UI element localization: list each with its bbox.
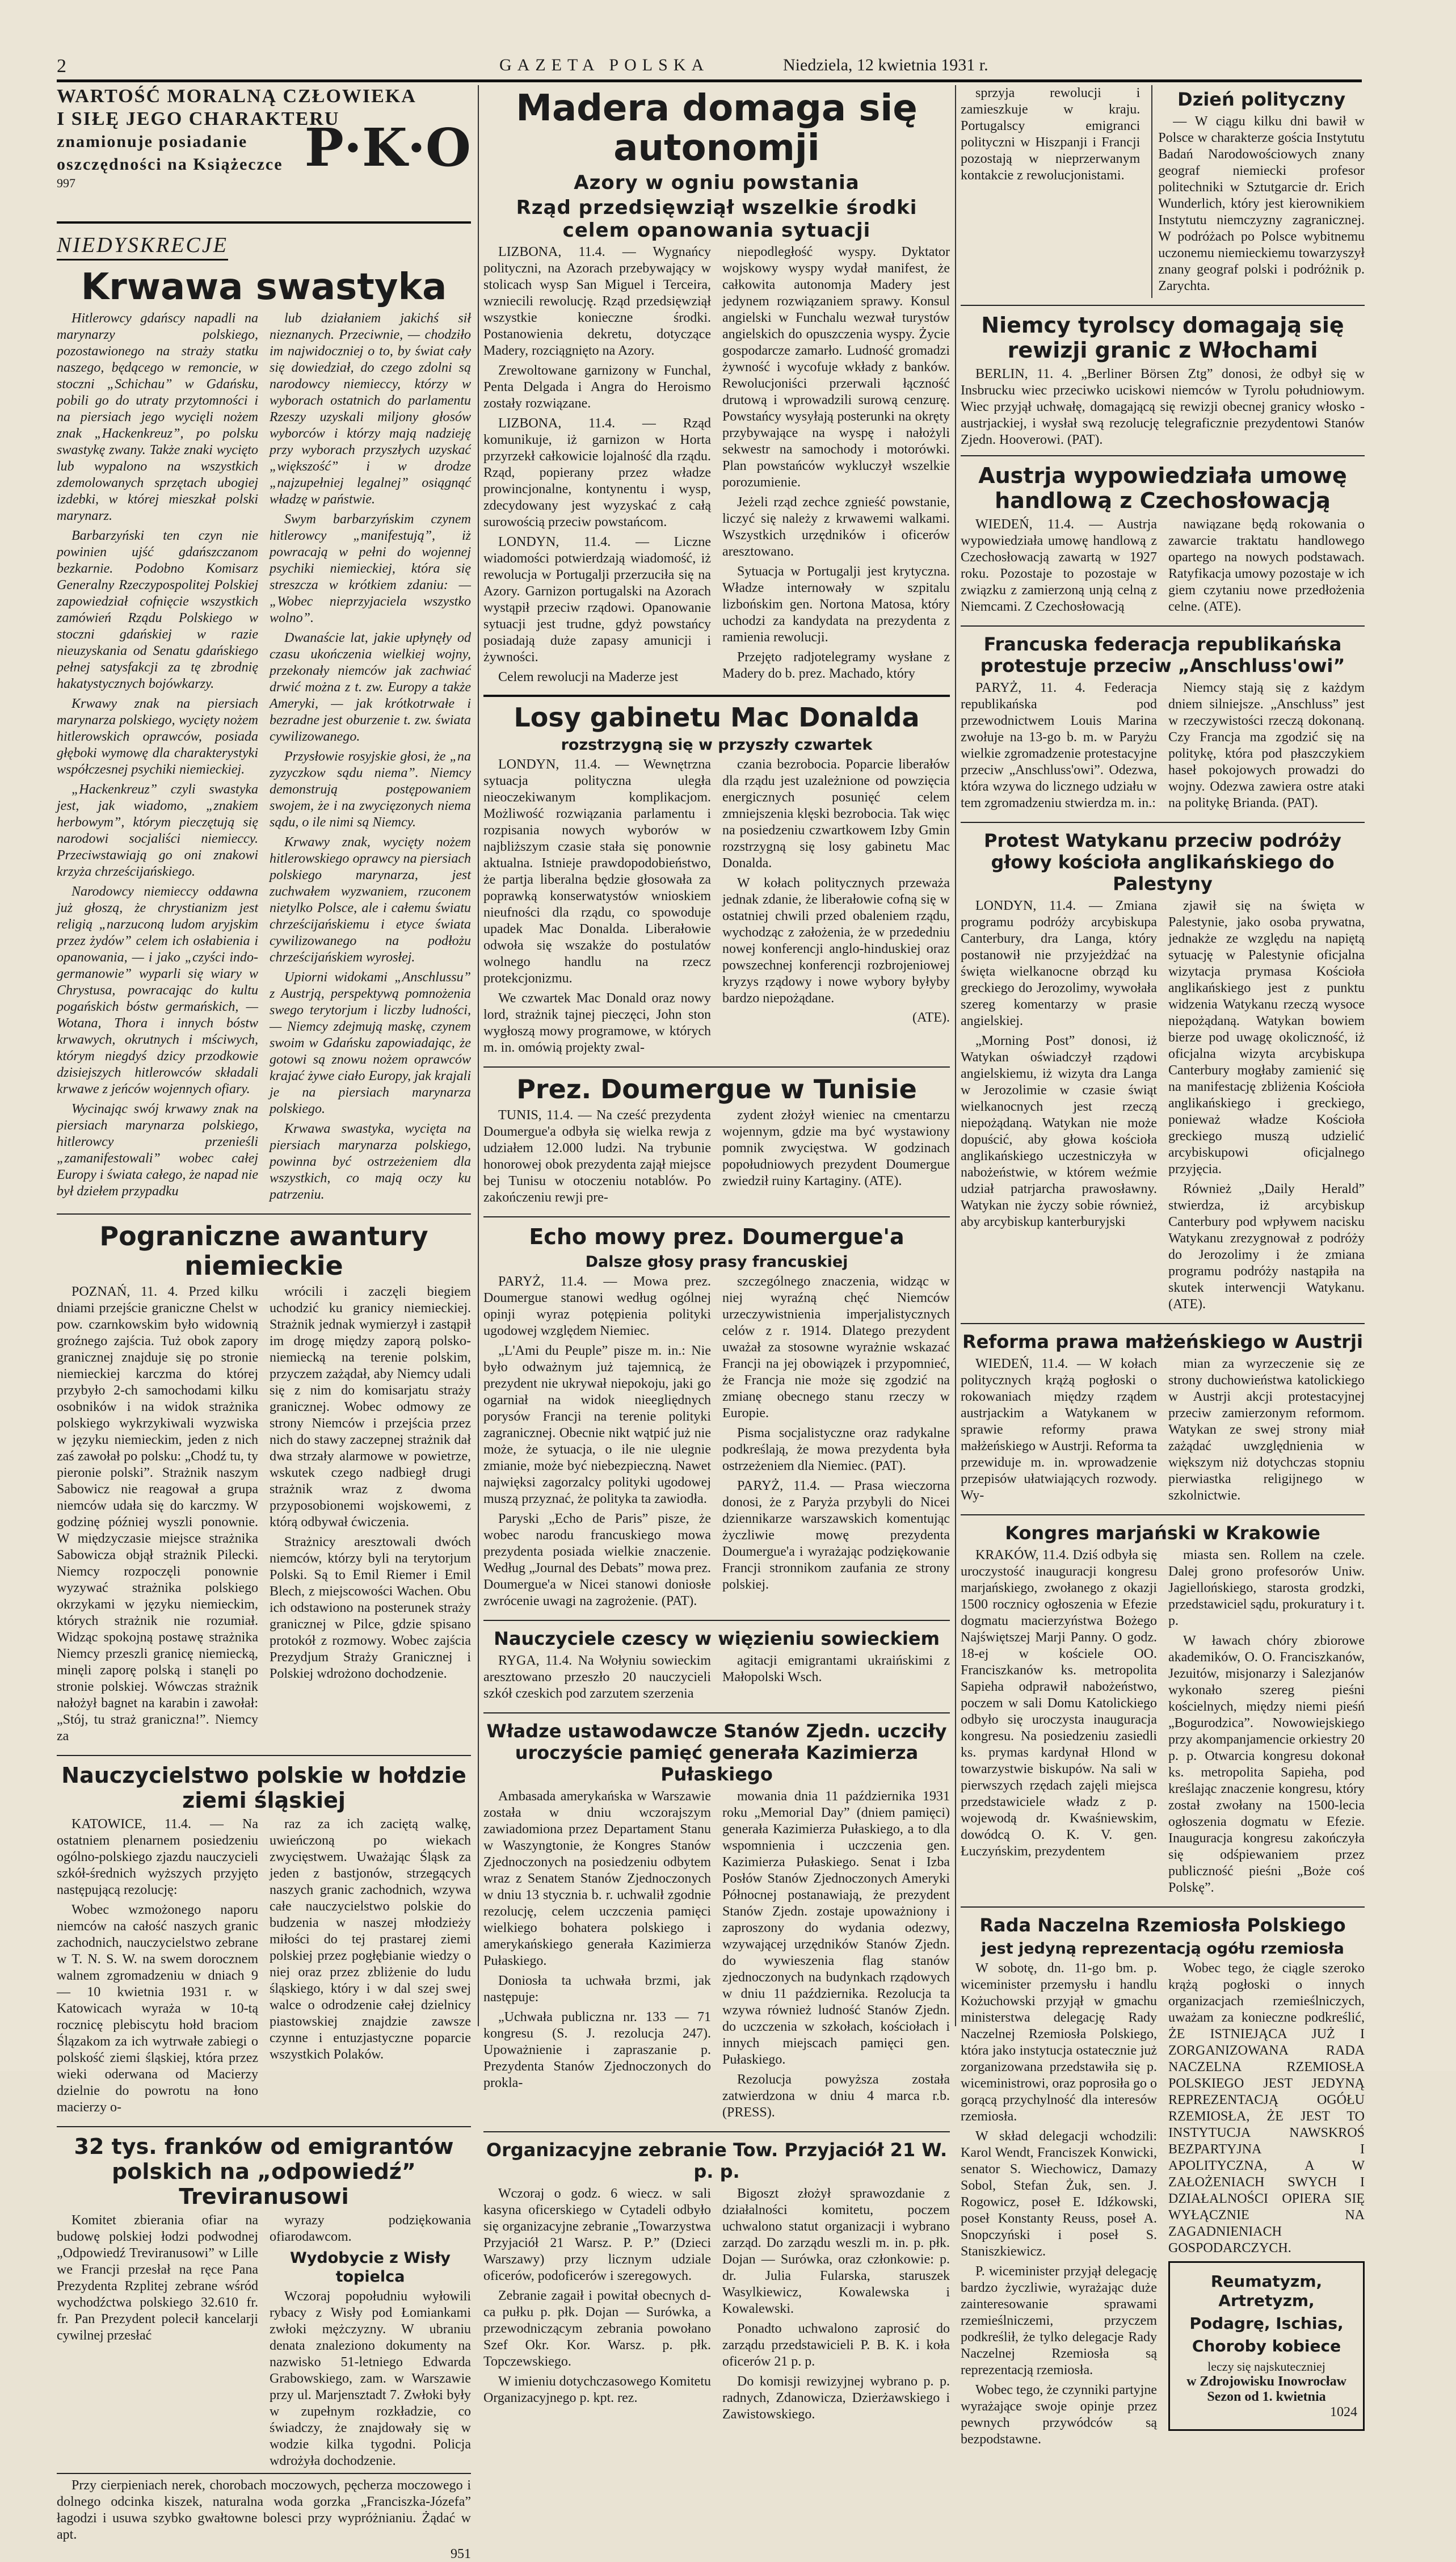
ad-line: Choroby kobiece (1192, 2337, 1341, 2355)
divider (961, 455, 1365, 456)
paragraph: miasta sen. Rollem na czele. Dalej grono profesorów Uniw. Jagiellońskiego, starosta grodzki, przedstawiciel sądu, prokuratury i t. p. (1168, 1548, 1365, 1628)
paragraph: Rezolucja powyższa została zatwierdzona w dniu 4 marca r.b. (PRESS). (722, 2072, 950, 2120)
paragraph: LIZBONA, 11.4. — Wygnańcy polityczni, na Azorach przebywający w stolicach wysp San Miguel i Terceira, wzniecili rewolucję. Rząd przedsięwziął wszystkie konieczne środki. Postanowienia dekretu, dotyczące Madery, rozciągnięto na Azory. (483, 245, 711, 358)
pko-ad-line: WARTOŚĆ MORALNĄ CZŁOWIEKA (57, 86, 416, 107)
paragraph: Krwawa swastyka, wycięta na piersiach marynarza polskiego, powinna być ostrzeżeniem dla wszystkich, co mają oczy ku patrzeniu. (270, 1122, 471, 1202)
paragraph: KRAKÓW, 11.4. Dziś odbyła się uroczystość inauguracji kongresu marjańskiego, zwołanego z okazji 1500 rocznicy ogłoszenia w Efezie dogmatu macierzyństwa Bożego Najświętszej Marji Panny. O godz. 18-ej w kościele OO. Franciszkanów ks. metropolita Sapieha odprawił nabożeństwo, poczem w sali Domu Katolickiego odbyło się uroczysta inauguracja kongresu. Na posiedzeniu zasiedli ks. prymas kardynał Hlond w towarzystwie biskupów. Na sali w pierwszych rzędach zajęli miejsca przedstawiciele władz z p. wojewodą dr. Kwaśniewskim, dowódcą O. K. V. gen. Łuczyńskim, prezydentem (961, 1548, 1157, 1859)
pko-ad-line: I SIŁĘ JEGO CHARAKTERU (57, 108, 340, 129)
article-wladze-ustawodawcze (483, 1720, 950, 2124)
divider (57, 1755, 471, 1756)
paragraph: „L'Ami du Peuple” pisze m. in.: Nie było odważnym już tajemnicą, że prezydent nie ukrywał niepokoju, jaki go ogarniał na widok nieegliędnych porysów Francji na terenie polityki zagranicznej. Obecnie nikt wątpić już nie może, że sytuacja, o ile nie ulegnie zmianie, może być niebezpieczną. Nawet najwięksi zagorzalcy polityki ugodowej muszą przyznać, że polityka ta zawiodła. (483, 1343, 711, 1506)
divider (57, 221, 471, 224)
paragraph: Wycinając swój krwawy znak na piersiach marynarza polskiego, hitlerowcy przenieśli „zamanifestowali” wobec całej Europy i świata całego, że napad nie był dziełem przypadku (57, 1102, 258, 1199)
column-divider (478, 85, 479, 2026)
paragraph: Krwawy znak, wycięty nożem hitlerowskiego oprawcy na piersiach polskiego marynarza, jest zuchwałem wyzwaniem, rzuconem nietylko Polsce, ale i całemu światu chrześcijańskiemu i etyce świata cywilizowanego na podłożu chrześcijańskiem wyrosłej. (270, 835, 471, 965)
paragraph: Zrewoltowane garnizony w Funchal, Penta Delgada i Angra do Heroismo zostały rozwiązane. (483, 363, 711, 411)
section-label: NIEDYSKRECJE (57, 233, 228, 261)
paragraph: zydent złożył wieniec na cmentarzu wojennym, gdzie ma być wystawiony pomnik zwycięstwa. W godzinach popołudniowych prezydent Doumergue zwiedził ruiny Kartaginy. (ATE). (722, 1108, 950, 1188)
headline: Losy gabinetu Mac Donalda (514, 702, 920, 733)
headline: Organizacyjne zebranie Tow. Przyjaciół 21 W. p. p. (486, 2139, 948, 2182)
paragraph: agitacji emigrantami ukraińskimi z Małopolski Wsch. (722, 1653, 950, 1685)
paragraph: Doniosła ta uchwała brzmi, jak następuje: (483, 1973, 711, 2005)
paragraph: PARYŻ, 11.4. — Prasa wieczorna donosi, że z Paryża przybyli do Nicei dziennikarze warszawskich komentując życzliwie mowę prezydenta Doumergue'a i wyrażając podziękowanie Francji stronnikom zaufania ze strony polskiej. (722, 1479, 950, 1592)
article-organizacyjne (483, 2139, 950, 2426)
paragraph: WIEDEŃ, 11.4. — Austrja wypowiedziała umowę handlową z Czechosłowacją zawartą w 1927 roku. Pozostaje to pozostaje w związku z zamierzoną unją celną z Niemcami. Z Czechosłowacją (961, 517, 1157, 614)
subheadline: rozstrzygną się w przyszły czwartek (561, 736, 873, 754)
advertisement-franciszek-jozef (57, 2473, 471, 2562)
paragraph: Hitlerowcy gdańscy napadli na marynarzy polskiego, pozostawionego na straży statku naszego, będącego w remoncie, w stoczni „Schichau” w Gdańsku, pobili go do utraty przytomności i na piersiach jego wycięli nożem znak „Hackenkreuz”, po polsku swastykę zwany. Także znaki wycięto lub wypalono na wszystkich zdemolowanych sprzętach ubogiej izdebki, w której mieszkał polski marynarz. (57, 311, 258, 523)
article-nauczyciele-czescy (483, 1628, 950, 1706)
headline: Kongres marjański w Krakowie (1005, 1522, 1320, 1544)
paragraph: Celem rewolucji na Maderze jest (498, 670, 679, 684)
paragraph: Zebranie zagaił i powitał obecnych d-ca pułku p. płk. Dojan — Surówka, a przewodniczącym zebrania powołano Szef Okr. Kor. Warsz. p. płk. Topczewskiego. (483, 2288, 711, 2369)
headline: Echo mowy prez. Doumergue'a (529, 1224, 904, 1249)
paragraph: Jeżeli rząd zechce zgnieść powstanie, liczyć się należy z krwawemi walkami. Wszystkich urzędników i oficerów aresztowano. (722, 495, 950, 559)
ad-line: Podagrę, Ischias, (1189, 2314, 1344, 2333)
ad-line: leczy się najskuteczniej (1207, 2359, 1325, 2374)
paragraph: „Morning Post” donosi, iż Watykan oświadczył rządowi angielskiemu, iż wizyta dra Langa w Jerozolimie w czasie świąt wielkanocnych jest rzeczą niepożądaną. Watykan nie może dopuścić, aby głowa kościoła anglikańskiego uczestniczyła w nabożeństwie, w którem weźmie udział patrjarcha prawosławny. Watykan nie życzy sobie również, aby arcybiskup kanterburyjski (961, 1034, 1157, 1229)
paragraph: LONDYN, 11.4. — Wewnętrzna sytuacja polityczna uległa nieoczekiwanym komplikacjom. Możliwość rozwiązania parlamentu i rozpisania nowych wyborów w najbliższym czasie stała się ponownie aktualna. Istnieje prawdopodobieństwo, że partja liberalna będzie głosowała za poprawką konserwatystów wnioskiem nieufności dla rządu, co spowoduje upadek Mac Donalda. Liberałowie odwoła się wszakże do postulatów wolnego handlu na rzecz protekcjonizmu. (483, 757, 711, 986)
article-francuska-federacja (961, 633, 1365, 815)
paragraph: Krwawy znak na piersiach marynarza polskiego, wycięty nożem hitlerowskich oprawców, posiada głęboki wymowę dla charakterystyki współczesnej psychiki niemieckiej. (57, 696, 258, 777)
paragraph: LONDYN, 11.4. — Zmiana programu podróży arcybiskupa Canterbury, dra Langa, który postanowił nie przyjeżdżać na święta wielkanocne obrząd ku greckiego do Jerozolimy, wywołała szereg komentarzy w prasie angielskiej. (961, 898, 1157, 1028)
masthead (57, 56, 1362, 78)
paragraph: RYGA, 11.4. Na Wołyniu sowieckim aresztowano przeszło 20 nauczycieli szkół czeskich pod zarzutem szerzenia (483, 1653, 711, 1701)
ad-line: Reumatyzm, Artretyzm, (1210, 2272, 1323, 2310)
ad-code: 951 (451, 2547, 471, 2561)
article-nauczycielstwo (57, 1763, 471, 2119)
paragraph: mowania dnia 11 października 1931 roku „Memorial Day” (dniem pamięci) generała Kazimierza Pułaskiego, a to dla wspomnienia i uczczenia gen. Kazimierza Pułaskiego. Senat i Izba Posłów Stanów Zjednoczonych Ameryki Północnej postanawiają, że prezydent Stanów Zjedn. zostaje upoważniony i zaproszony do wydania odezwy, wzywającej urzędników Stanów Zjedn. do wywieszenia flag stanów zjednoczonych na budynkach rządowych w dniu 11 października. Rezolucja ta wzywa również ludność Stanów Zjedn. do uczczenia w szkołach, kościołach i innych miejscach pamięci gen. Pułaskiego. (722, 1789, 950, 2067)
paragraph: BERLIN, 11. 4. „Berliner Börsen Ztg” donosi, że odbył się w Insbrucku wiec przeciwko uciskowi niemców w Tyrolu południowym. Wiec przyjął uchwałę, domagającą się rewizji obecnej granicy włosko - austrjackiej, i wysłał swą rezolucję telegraficznie prezydentowi Stanów Zjedn. Hooverowi. (PAT). (961, 367, 1365, 447)
pko-advertisement (57, 85, 471, 216)
paragraph: We czwartek Mac Donald oraz nowy lord, strażnik tajnej pieczęci, John ston wygłoszą mowy programowe, w których m. in. omówią projekty zwal- (483, 991, 711, 1055)
paragraph: Bigoszt złożył sprawozdanie z działalności komitetu, poczem uchwalono statut organizacji i wybrano zarząd. Do zarządu weszli m. in. p. płk. Dojan — Surówka, oraz członkowie: p. dr. Julia Fularska, staruszek Wasylkiewicz, Kowalewska i Kowalewski. (722, 2186, 950, 2316)
headline: Nauczycielstwo polskie w hołdzie ziemi śląskiej (61, 1763, 466, 1813)
headline: Madera domaga się autonomji (516, 87, 918, 169)
issue-date: Niedziela, 12 kwietnia 1931 r. (783, 56, 988, 74)
pko-ad-line: znamionuje posiadanie (57, 132, 248, 151)
advertisement-inowroclaw (1168, 2261, 1365, 2431)
divider (57, 2126, 471, 2127)
paragraph: wrócili i zaczęli biegiem uchodzić ku granicy niemieckiej. Strażnik jednak wymierzył i zastąpił im drogę między zaporą polsko-niemiecką na terenie polskim, przyczem zażądał, aby Niemcy udali się z nim do komisarjatu straży granicznej. Wobec odmowy ze strony Niemców i przejścia przez nich do stawy zaczepnej strażnik dał dwa strzały alarmowe w powietrze, wskutek czego nadbiegł drugi strażnik wraz z dwoma przyposobionemi wojskowemi, z którą odbywał ćwiczenia. (270, 1284, 471, 1530)
paragraph: Przysłowie rosyjskie głosi, że „na zyzyczkow sądu niema”. Niemcy demonstrują postępowaniem swojem, że i na zwycięzonych niema sądu, o ile nimi są Niemcy. (270, 749, 471, 830)
masthead-rule (57, 79, 1362, 82)
paragraph: raz za ich zaciętą walkę, uwieńczoną po wiekach zwycięstwem. Uważając Śląsk za jeden z bastjonów, strzegących naszych granic zachodnich, wzywa całe nauczycielstwo polskie do budzenia w naszej młodzieży miłości do tej prastarej ziemi polskiej przez pogłębianie wiedzy o niej oraz przez zbliżenie do ludu śląskiego, który i w dal szej swej walce o odrodzenie całej dzielnicy piastowskiej znajdzie zawsze czynne i entuzjastyczne poparcie wszystkich Polaków. (270, 1817, 471, 2062)
ad-line: Sezon od 1. kwietnia (1207, 2389, 1326, 2404)
article-madera (483, 89, 950, 689)
paragraph: Dwanaście lat, jakie upłynęły od czasu ukończenia wielkiej wojny, przekonały niemców jak zachwiać drwić można z t. zw. Europy a także Ameryki, — jak krótkotrwałe i bezradne jest oburzenie t. zw. świata cywilizowanego. (270, 631, 471, 744)
headline: Wydobycie z Wisły topielca (290, 2249, 451, 2286)
article-rada-naczelna (961, 1914, 1365, 2451)
paragraph: Niemcy stają się z każdym dniem silniejsze. „Anschluss” jest w rzeczywistości rzeczą dokonaną. Czy Francja ma zgodzić się na politykę, która pod płaszczykiem haseł pokojowych prowadzi do wojny. Odezwa zawiera ostre ataki na politykę Brianda. (PAT). (1168, 681, 1365, 810)
paragraph: „Uchwała publiczna nr. 133 — 71 kongresu (S. J. rezolucja 247). Upoważnienie i zapraszanie p. Prezydenta Stanów Zjednoczonych do prokla- (483, 2010, 711, 2090)
paragraph: Ponadto uchwalono zaprosić do zarządu przedstawicieli P. B. K. i koła oficerów 21 p. p. (722, 2321, 950, 2369)
ad-line: w Zdrojowisku Inowrocław (1186, 2374, 1346, 2389)
article-losy-gabinetu (483, 703, 950, 1060)
paragraph: W ławach chóry zbiorowe akademików, O. O. Franciszkanów, Jezuitów, misjonarzy i Salezjanów wykonało szereg pieśni kościelnych, między niemi pieśń „Bogurodzica”. Nowowiejskiego przy akompanjamencie orkiestry 20 p. p. Otwarcia kongresu dokonał ks. metropolita Sapieha, pod kreślając znaczenie kongresu, który został zwołany na 1500-lecia ogłoszenia dogmatu w Efezie. Inauguracja kongresu zakończyła się odśpiewaniem przez publiczność pieśni „Boże coś Polskę”. (1168, 1633, 1365, 1895)
divider (483, 2131, 950, 2132)
paragraph: Wczoraj o godz. 6 wiecz. w sali kasyna oficerskiego w Cytadeli odbyło się organizacyjne zebranie „Towarzystwa Przyjaciół 21 Warsz. P. P.” (Dzieci Warszawy) przy licznym udziale oficerów, podoficerów i szeregowych. (483, 2186, 711, 2283)
article-pograniczne (57, 1221, 471, 1748)
paragraph: TUNIS, 11.4. — Na cześć prezydenta Doumergue'a odbyła się wielka rewja z udziałem 12.000 ludzi. Na trybunie honorowej obok prezydenta zajął miejsce bej Tunisu w otoczeniu notablów. Po zakończeniu rewji pre- (483, 1108, 711, 1205)
paragraph: Paryski „Echo de Paris” pisze, że wobec narodu francuskiego mowa prezydenta posiada wielkie znaczenie. Według „Journal des Debats” mowa prez. Doumergue'a w Nicei stanowi doniosłe zwrócenie uwagi na zagrożenie. (PAT). (483, 1511, 711, 1608)
divider (483, 1216, 950, 1217)
divider (961, 1323, 1365, 1324)
paragraph: Również „Daily Herald” stwierdza, iż arcybiskup Canterbury pod wpływem nacisku Watykanu zrezygnował z podróży do Jerozolimy i że zmiana programu podróży nastąpiła na skutek interwencji Watykanu. (ATE). (1168, 1182, 1365, 1312)
headline: Austrja wypowiedziała umowę handlową z Czechosłowacją (978, 463, 1347, 513)
article-krwawa-swastyka (57, 267, 471, 1207)
headline: Prez. Doumergue w Tunisie (516, 1074, 917, 1104)
article-wydobycie (270, 2249, 471, 2469)
article-austrja (961, 463, 1365, 619)
paragraph: PARYŻ, 11.4. — Mowa prez. Doumergue stanowi według ogólnej opinji wyraz potępienia polityki ugodowej względem Niemiec. (483, 1274, 711, 1338)
paragraph: P. wiceminister przyjął delegację bardzo życzliwie, wyrażając duże zainteresowanie sprawami rzemieślniczemi, przyczem podkreślił, że tylko delegacje Rady Naczelnej Rzemiosła są reprezentacją rzemiosła. (961, 2264, 1157, 2378)
article-32-tys-frankow (57, 2134, 471, 2473)
headline: Reforma prawa małżeńskiego w Austrji (962, 1331, 1363, 1353)
paragraph: Ambasada amerykańska w Warszawie została w dniu wczorajszym zawiadomiona przez Departament Stanu w Waszyngtonie, że Kongres Stanów Zjednoczonych na posiedzeniu odbytem wraz z Senatem Stanów Zjednoczonych w dniu 13 stycznia b. r. uchwalił zgodnie rezolucję, celem uczczenia pamięci wielkiego bohatera polskiego i amerykańskiego generała Kazimierza Pułaskiego. (483, 1789, 711, 1968)
article-kongres-marjanski (961, 1522, 1365, 1900)
headline: 32 tys. franków od emigrantów polskich na „odpowiedź” Treviranusowi (74, 2134, 454, 2209)
paragraph: Narodowcy niemieccy oddawna już głoszą, że chrystianizm jest religią „narzuconą ludom aryjskim przez żydów” celem ich osłabienia i opanowania, — i jako „czyści indo-germanowie” wyparli się wiary w Chrystusa, powracając do kultu pogańskich bóstw germańskich, — Wotana, Thora i innych bóstw krwawych, okrutnych i mściwych, którym niegdyś dzicy przodkowie dzisiejszych hitlerowców składali krwawe z jeńców wojennych ofiary. (57, 884, 258, 1097)
headline: Krwawa swastyka (81, 266, 447, 308)
article-dzien-polityczny (1151, 85, 1365, 298)
paragraph: nawiązane będą rokowania o zawarcie traktatu handlowego opartego na nowych podstawach. Ratyfikacja umowy pozostaje w ich giem czytaniu nowe przedłożenia celne. (ATE). (1168, 517, 1365, 614)
ad-code: 1024 (1330, 2405, 1357, 2420)
left-column (57, 85, 471, 2561)
paragraph: Przejęto radjotelegramy wysłane z Madery do b. prez. Machado, który (722, 650, 950, 681)
paragraph: Do komisji rewizyjnej wybrano p. p. radnych, Zdanowicza, Dzierżawskiego i Zawistowskiego. (722, 2374, 950, 2422)
column-divider (955, 85, 956, 2026)
headline: Protest Watykanu przeciw podróży głowy kościoła anglikańskiego do Palestyny (984, 830, 1341, 894)
paragraph: czania bezrobocia. Poparcie liberałów dla rządu jest uzależnione od powzięcia energicznych posunięć celem zmniejszenia klęski bezrobocia. Tak więc na posiedzeniu czwartkowem Izby Gmin rozstrzygną się losy gabinetu Mac Donalda. (722, 757, 950, 871)
subheadline: Azory w ogniu powstania (574, 171, 860, 194)
headline: Nauczyciele czescy w więzieniu sowieckiem (494, 1628, 940, 1649)
article-reforma (961, 1331, 1365, 1507)
paragraph: sprzyja rewolucji i zamieszkuje w kraju. Portugalscy emigranci polityczni w Hiszpanji i Francji pozostają w nieprzerwanym kontakcie z rewolucjonistami. (961, 86, 1141, 183)
headline: Francuska federacja republikańska protestuje przeciw „Anschluss'owi” (980, 633, 1345, 677)
divider (483, 1712, 950, 1713)
page-number: 2 (57, 56, 66, 77)
paragraph: Wczoraj popołudniu wyłowili rybacy z Wisły pod Łomiankami zwłoki mężczyzny. W ubraniu denata znaleziono dokumenty na nazwisko 51-letniego Edwarda Grabowskiego, zam. w Warszawie przy ul. Marjensztadt 7. Zwłoki były w zupełnym rozkładzie, co świadczy, że znajdowały się w wodzie kilka tygodni. Policja wdrożyła dochodzenie. (270, 2289, 471, 2468)
headline: Rada Naczelna Rzemiosła Polskiego (979, 1914, 1346, 1936)
paragraph: niepodległość wyspy. Dyktator wojskowy wyspy wydał manifest, że całkowita autonomja Madery jest jedynem rozwiązaniem sprawy. Konsul angielski w Funchalu wezwał turystów angielskich do opuszczenia wyspy. Życie gospodarcze zamarło. Ludność gromadzi żywność i wycofuje wkłady z banków. Rewolucjoniści przerwali łączność drutową i wprowadzili surową cenzurę. Powstańcy wysyłają posterunki na okręty przybywające na wyspę i nałożyli sekwestr na samochody i motorówki. Plan powstańców wykluczył wszelkie porozumienie. (722, 245, 950, 490)
paragraph: POZNAŃ, 11. 4. Przed kilku dniami przejście graniczne Chelst w pow. czarnkowskim było widownią groźnego zajścia. Tuż obok zapory granicznej znajduje się po stronie niemieckiej karczma do której przybyło 2-ch samochodami kilku osobników i na widok strażnika polskiego wykrzykiwali wyzwiska w języku niemieckim, jeden z nich zaś zawołał po polsku: „Chodź tu, ty pieronie polski”. Strażnik naszym Sabowicz nie reagował a grupa niemców udała się do karczmy. W godzinę później wyszli ponownie. W międzyczasie miejsce strażnika Sabowicza objął strażnik Pilecki. Niemcy rozpoczęli ponownie wyzywać strażnika polskiego okrzykami w języku niemieckim, których strażnik nie rozumiał. Widząc spokojną postawę strażnika Niemcy przeszli granicę niemiecką, minęli zaporę polską i stanęli po stronie polskiej. Wówczas strażnik nałożył bagnet na karabin i zawołał: „Stój, tu straż graniczna!”. Niemcy za (57, 1284, 258, 1744)
paragraph: Wobec tego, że ciągle szeroko krążą pogłoski o innych organizacjach rzemieślniczych, uważam za konieczne podkreślić, ŻE ISTNIEJĄCA JUŻ I ZORGANIZOWANA RADA NACZELNA RZEMIOSŁA POLSKIEGO JEST JEDYNĄ REPREZENTACJĄ OGÓŁU RZEMIOSŁA, ŻE JEST TO INSTYTUCJA NAWSKROŚ BEZPARTYJNA I APOLITYCZNA, A W ZAŁOŻENIACH SWYCH I DZIAŁALNOŚCI OPIERA SIĘ WYŁĄCZNIE NA ZAGADNIENIACH GOSPODARCZYCH. (1168, 1961, 1365, 2256)
paragraph: LIZBONA, 11.4. — Rząd komunikuje, iż garnizon w Horta przyrzekł całkowicie lojalność dla rządu. Rząd, popierany przez władze prowincjonalne, kontynentu i wysp, zdecydowany jest wyzyskać z całą surowością przeciw powstańcom. (483, 416, 711, 530)
divider (483, 1620, 950, 1621)
center-column (483, 85, 950, 2422)
paragraph: szczególnego znaczenia, widząc w niej wyraźną chęć Niemców urzeczywistnienia imperjalistycznych celów z r. 1914. Dlatego prezydent uważał za stosowne wyrażnie wskazać Francji na jej obowiązek i przypomnieć, że Francja nie może się zgodzić na zmianę obecnego stanu rzeczy w Europie. (722, 1274, 950, 1421)
article-tunis (483, 1074, 950, 1209)
paragraph: wyrazy podziękowania ofiarodawcom. (270, 2213, 471, 2244)
headline: Dzień polityczny (1177, 89, 1346, 110)
subheadline: jest jedyną reprezentacją ogółu rzemiosła (981, 1940, 1344, 1958)
paragraph: Barbarzyński ten czyn nie powinien ujść gdańszczanom bezkarnie. Podobno Komisarz Generalny Rzeczypospolitej Polskiej zapowiedział cofnięcie wszystkich zamówień Rządu Polskiego w stoczni gdańskiej w razie nieuzyskania od Senatu gdańskiego pełnej satysfakcji za tę zbrodnię hakatystycznych bojówkarzy. (57, 528, 258, 691)
paragraph: lub działaniem jakichś sił nieznanych. Przeciwnie, — chodziło im najwidoczniej o to, by świat cały się dowiedział, do czego zdolni są narodowcy niemieccy, którzy w wyborach ostatnich do parlamentu Rzeszy uzyskali miljony głosów wyborców i którzy mają nadzieję przy wyborach przyszłych uzyskać „większość” i w drodze „najzupełniej legalnej” osiągnąć władzę w państwie. (270, 311, 471, 507)
paragraph: WIEDEŃ, 11.4. — W kołach politycznych krążą pogłoski o rokowaniach między rządem austrjackim a Watykanem w sprawie reformy prawa małżeńskiego w Austrji. Reforma ta przewiduje m. in. wprowadzenie przepisów ułatwiających rozwody. Wy- (961, 1356, 1157, 1503)
paragraph: Wobec tego, że czynniki partyjne wyrażające swoje opinje przez pewnych przywódców są bezpodstawne. (961, 2383, 1157, 2447)
paragraph: PARYŻ, 11. 4. Federacja republikańska pod przewodnictwem Louis Marina zwołuje na 13-go b. m. w Paryżu wielkie zgromadzenie protestacyjne przeciw „Anschluss'owi”. Odezwa, która wzywa do licznego udziału w tem zgromadzeniu stwierdza m. in.: (961, 681, 1157, 810)
ad-code: 997 (57, 176, 75, 190)
divider (483, 1066, 950, 1068)
article-echo-mowy (483, 1224, 950, 1613)
headline: Pograniczne awantury niemieckie (99, 1221, 428, 1281)
paragraph: zjawił się na święta w Palestynie, jako osoba prywatna, jednakże ze względu na napiętą sytuację w Palestynie oficjalna wizytacja prymasa Kościoła anglikańskiego jest z punktu widzenia Watykanu rzeczą wysoce niepożądaną. Watykan bowiem bierze pod uwagę okoliczność, iż oficjalna wizyta arcybiskupa Canterbury mogłaby zamienić się na manifestację zbliżenia Kościoła anglikańskiego i greckiego, ponieważ władze Kościoła greckiego muszą udzielić arcybiskupowi oficjalnego przyjęcia. (1168, 898, 1365, 1177)
newspaper-title: GAZETA POLSKA (499, 56, 710, 74)
paragraph: W kołach politycznych przeważa jednak zdanie, że liberałowie cofną się w ostatniej chwili przed obaleniem rządu, wychodząc z założenia, że w przededniu nowej konferencji anglo-hinduskiej oraz powszechnej konferencji rozbrojeniowej kryzys rządowy i nowe wybory byłyby bardzo niepożądane. (722, 876, 950, 1006)
headline: Niemcy tyrolscy domagają się rewizji granic z Włochami (981, 313, 1344, 363)
subheadline: Dalsze głosy prasy francuskiej (585, 1253, 848, 1271)
agency-signature: (ATE). (912, 1010, 950, 1025)
divider (961, 1514, 1365, 1515)
headline: Władze ustawodawcze Stanów Zjedn. uczciły uroczyście pamięć generała Kazimierza Pułaskiego (486, 1720, 947, 1785)
article-protest-watykanu (961, 830, 1365, 1316)
paragraph: — W ciągu kilku dni bawił w Polsce w charakterze gościa Instytutu Badań Narodowościowych znany geograf niemiecki profesor politechniki w Sztutgarcie dr. Erich Wunderlich, który jest kierownikiem Instytutu niemczyzny zagranicznej. W podróżach po Polsce wybitnemu uczonemu niemieckiemu towarzyszył znany geograf polski i podróżnik p. Zarychta. (1158, 114, 1365, 293)
divider (961, 305, 1365, 306)
paragraph: „Hackenkreuz” czyli swastyka jest, jak wiadomo, „znakiem herbowym”, którym pieczętują się narodowi socjaliści niemieccy. Przeciwstawiają go oni znakowi krzyża chrześcijańskiego. (57, 782, 258, 879)
subheadline: Rząd przedsięwziął wszelkie środki celem opanowania sytuacji (516, 196, 918, 242)
paragraph: LONDYN, 11.4. — Liczne wiadomości potwierdzają wiadomość, iż rewolucja w Portugalji przerzuciła się na Azory. Garnizon portugalski na Azorach wystąpił przeciw rządowi. Opanowanie sytuacji jest trudne, gdyż powstańcy posiadają duże zapasy amunicji i żywności. (483, 535, 711, 665)
divider (961, 1906, 1365, 1908)
pko-ad-line: oszczędności na Książeczce (57, 155, 283, 174)
article-niemcy-tyrolscy (961, 313, 1365, 448)
paragraph: KATOWICE, 11.4. — Na ostatniem plenarnem posiedzeniu ogólno-polskiego zjazdu nauczycieli szkół-średnich wyższych przyjęto następującą rezolucję: (57, 1817, 258, 1897)
paragraph: mian za wyrzeczenie się ze strony duchowieństwa katolickiego w Austrji akcji protestacyjnej przeciw zamierzonym reformom. Watykan ze swej strony miał zażądać uwzględnienia w większym niż dotychczas stopniu pierwiastka religijnego w szkolnictwie. (1168, 1356, 1365, 1503)
paragraph: Wobec wzmożonego naporu niemców na całość naszych granic zachodnich, nauczycielstwo zebrane w T. N. S. W. na swem dorocznem walnem zgromadzeniu w dniach 9 — 10 kwietnia 1931 r. w Katowicach wyraża w 10-tą rocznicę plebiscytu hołd braciom Ślązakom za ich wytrwałe zabiegi o polskość ziemi śląskiej, która przez wieki oderwana od Macierzy dzielnie do powrotu na łono macierzy o- (57, 1902, 258, 2115)
ad-text: Przy cierpieniach nerek, chorobach moczowych, pęcherza moczowego i dolnego odcinka kiszek, naturalna woda gorzka „Franciszka-Józefa” łagodzi i usuwa szybko gwałtowne bolesci przy wypróżnianiu. Żądać w apt. (57, 2478, 471, 2542)
divider (483, 695, 950, 697)
right-column (961, 85, 1365, 2447)
paragraph: Sytuacja w Portugalji jest krytyczna. Władze internowały w szpitalu lizbońskim gen. Nortona Matosa, który uchodzi za kandydata na prezydenta z ramienia rewolucji. (722, 564, 950, 645)
paragraph: Pisma socjalistyczne oraz radykalne podkreślają, że mowa prezydenta była ostrzeżeniem dla Niemiec. (PAT). (722, 1426, 950, 1473)
divider (961, 822, 1365, 823)
paragraph: W sobotę, dn. 11-go bm. p. wiceminister przemysłu i handlu Kożuchowski przyjął w gmachu ministerstwa delegację Rady Naczelnej Rzemiosła Polskiego, która jako instytucja ostatecznie już zorganizowana przedstawiła się p. wiceministrowi, oraz poprosiła go o gorącą przychylność dla interesów rzemiosła. (961, 1961, 1157, 2124)
paragraph: W skład delegacji wchodzili: Karol Wendt, Franciszek Konwicki, senator S. Wiechowicz, Damazy Sobol, Stefan Żuk, sen. J. Rogowicz, poseł E. Idźkowski, poseł Konstanty Reuss, poseł A. Snopczyński i poseł S. Staniszkiewicz. (961, 2129, 1157, 2259)
pko-logo: P·K·O (304, 117, 471, 178)
paragraph: Komitet zbierania ofiar na budowę polskiej łodzi podwodnej „Odpowiedź Treviranusowi” w Lille we Francji przesłał na ręce Pana Prezydenta Rzplitej zebrane wśród wychodźctwa polskiego 32.610 fr. fr. Pan Prezydent polecił kancelarji cywilnej przesłać (57, 2213, 258, 2343)
paragraph: Strażnicy aresztowali dwóch niemców, którzy byli na terytorjum Polski. Są to Emil Riemer i Emil Blech, z miejscowości Wachen. Obu ich odstawiono na posterunek straży granicznej w Pilce, gdzie spisano protokół z rozmowy. Wobec zajścia Prezydjum Straży Granicznej i Polskiej wdrożono dochodzenie. (270, 1535, 471, 1681)
paragraph: Swym barbarzyńskim czynem hitlerowcy „manifestują”, iż powracają w pełni do wojennej psychiki niemieckiej, która się streszcza w krótkiem zdaniu: — „Wobec nieprzyjaciela wszystko wolno”. (270, 512, 471, 625)
paragraph: W imieniu dotychczasowego Komitetu Organizacyjnego p. kpt. rez. (483, 2374, 711, 2405)
paragraph: Upiorni widokami „Anschlussu” z Austrją, perspektywą pomnożenia swego terytorjum i liczby ludności, — Niemcy zdejmują maskę, czynem swoim w Gdańsku zapowiadając, że gotowi są znowu nożem oprawców krajać żywe ciało Europy, jak krajali je na piersiach marynarza polskiego. (270, 970, 471, 1116)
divider (57, 1213, 471, 1215)
divider (961, 625, 1365, 627)
